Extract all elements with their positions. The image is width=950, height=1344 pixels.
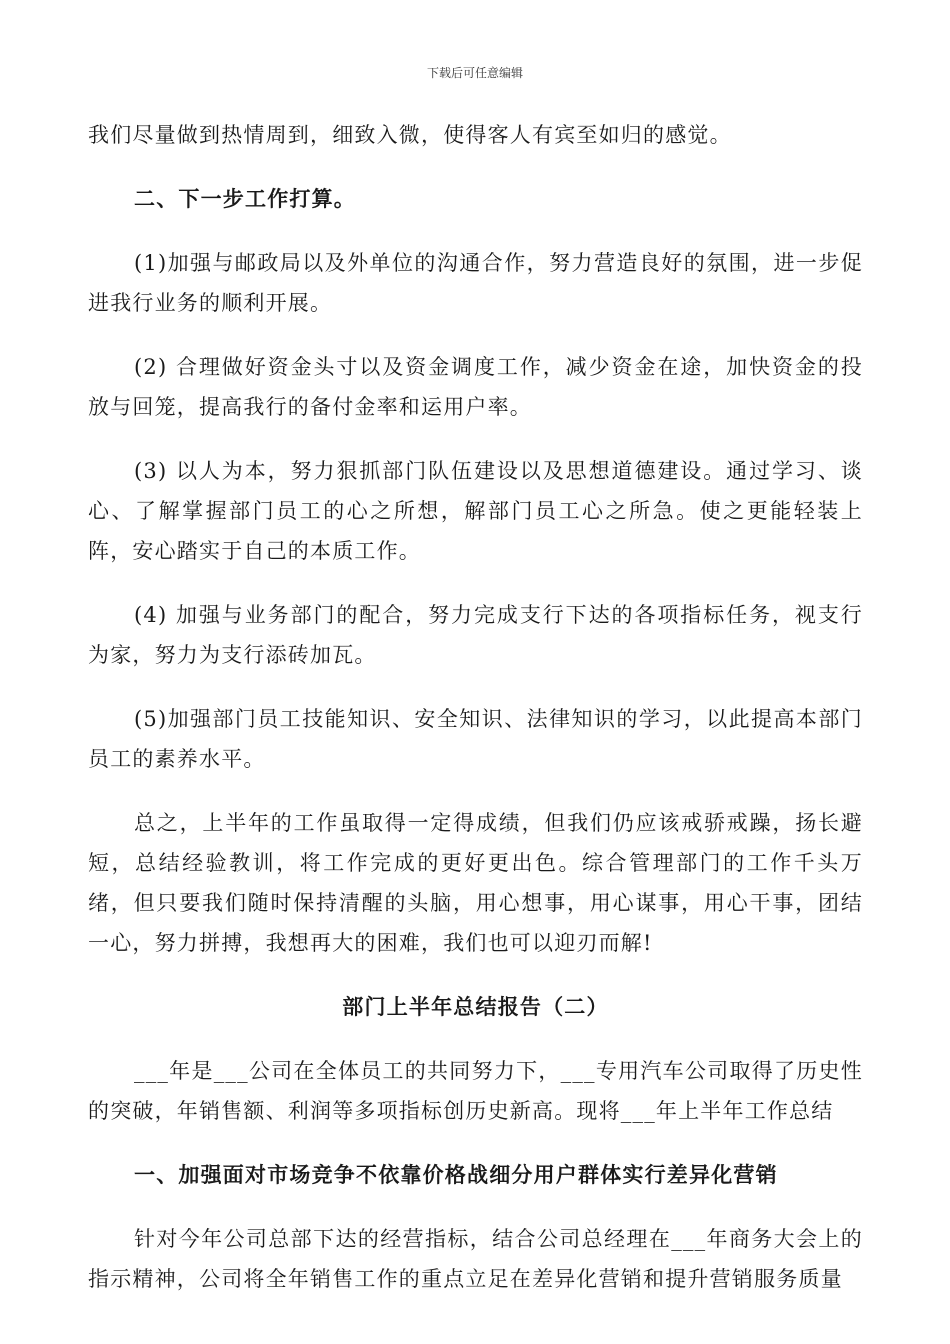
paragraph-summary: 总之，上半年的工作虽取得一定得成绩，但我们仍应该戒骄戒躁，扬长避短，总结经验教训，将工作完成的更好更出色。综合管理部门的工作千头万绪，但只要我们随时保持清醒的头脑，用心想事，用心谋事，用心干事，团结一心，努力拼搏，我想再大的困难，我们也可以迎刃而解! — [88, 811, 863, 955]
heading-marketing: 一、加强面对市场竞争不依靠价格战细分用户群体实行差异化营销 — [134, 1162, 778, 1187]
paragraph-item-4: (4) 加强与业务部门的配合，努力完成支行下达的各项指标任务，视支行为家，努力为支行添砖加瓦。 — [88, 603, 863, 667]
page-header: 下载后可任意编辑 — [426, 66, 523, 80]
document-body — [88, 115, 863, 1323]
paragraph-item-2: (2) 合理做好资金头寸以及资金调度工作，减少资金在途，加快资金的投放与回笼，提高我行的备付金率和运用户率。 — [88, 355, 863, 419]
paragraph-marketing: 针对今年公司总部下达的经营指标，结合公司总经理在___年商务大会上的指示精神，公司将全年销售工作的重点立足在差异化营销和提升营销服务质量 — [88, 1227, 863, 1291]
paragraph-intro: ___年是___公司在全体员工的共同努力下，___专用汽车公司取得了历史性的突破，年销售额、利润等多项指标创历史新高。现将___年上半年工作总结 — [88, 1059, 863, 1123]
paragraph-item-3: (3) 以人为本，努力狠抓部门队伍建设以及思想道德建设。通过学习、谈心、了解掌握部门员工的心之所想，解部门员工心之所急。使之更能轻装上阵，安心踏实于自己的本质工作。 — [88, 459, 863, 563]
section-title: 部门上半年总结报告（二） — [342, 994, 609, 1019]
paragraph-reception: 我们尽量做到热情周到，细致入微，使得客人有宾至如归的感觉。 — [88, 123, 732, 147]
paragraph-item-1: (1)加强与邮政局以及外单位的沟通合作，努力营造良好的氛围，进一步促进我行业务的顺利开展。 — [88, 251, 863, 315]
paragraph-item-5: (5)加强部门员工技能知识、安全知识、法律知识的学习，以此提高本部门员工的素养水平。 — [88, 707, 863, 771]
heading-next-steps: 二、下一步工作打算。 — [134, 186, 356, 211]
